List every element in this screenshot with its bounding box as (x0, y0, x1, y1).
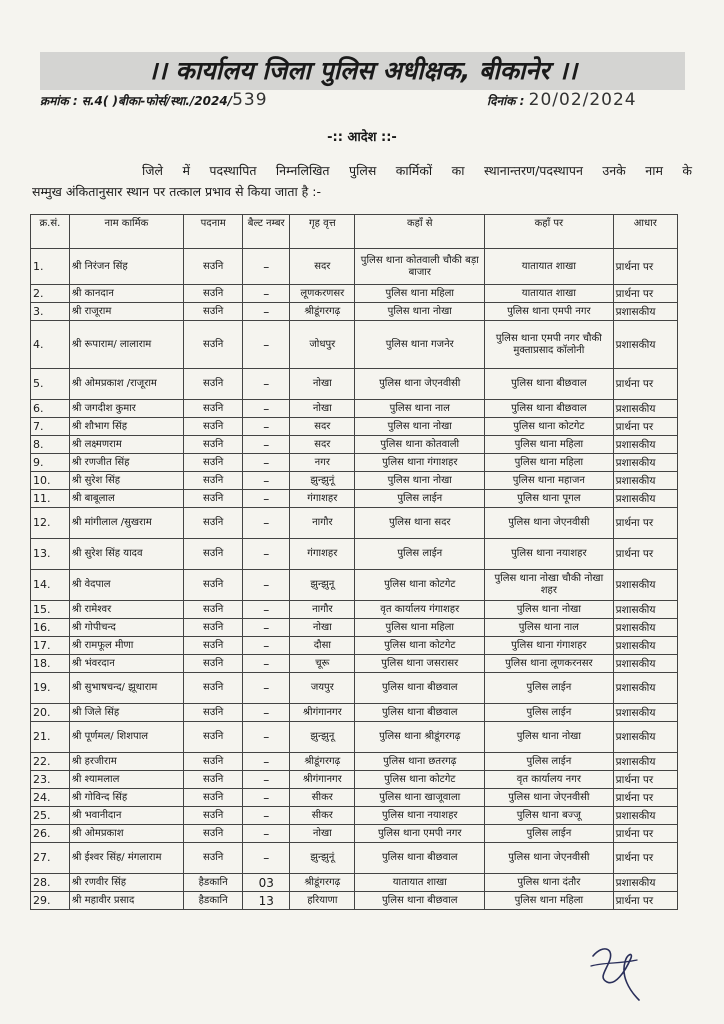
row-to: पुलिस थाना एमपी नगर (485, 303, 614, 321)
row-basis: प्रार्थना पर (613, 771, 677, 789)
intro-line-2: सम्मुख अंकितानुसार स्थान पर तत्काल प्रभाव से किया जाता है :- (32, 184, 322, 199)
header-home: गृह वृत्त (290, 215, 355, 249)
date-value: 20/02/2024 (528, 90, 637, 110)
row-basis: प्रार्थना पर (613, 789, 677, 807)
header-from: कहाँ से (355, 215, 485, 249)
row-home: झुन्झुनू (290, 570, 355, 601)
row-name: श्री रूपाराम/ लालाराम (69, 321, 183, 369)
row-from: पुलिस थाना कोटगेट (355, 771, 485, 789)
table-row (31, 418, 678, 436)
row-basis: प्रार्थना पर (613, 418, 677, 436)
row-to: पुलिस लाईन (485, 825, 614, 843)
row-serial: 26. (31, 825, 70, 843)
row-from: पुलिस थाना कोतवाली चौकी बड़ा बाजार (355, 249, 485, 285)
table-row (31, 789, 678, 807)
row-to: पुलिस थाना कोटगेट (485, 418, 614, 436)
row-serial: 27. (31, 843, 70, 874)
table-header-row (31, 215, 678, 249)
row-from: पुलिस थाना नयाशहर (355, 807, 485, 825)
row-belt: – (243, 454, 290, 472)
row-name: श्री ओमप्रकाश /राजूराम (69, 369, 183, 400)
row-home: नोखा (290, 400, 355, 418)
row-belt: – (243, 655, 290, 673)
row-home: नागौर (290, 508, 355, 539)
row-name: श्री गोविन्द सिंह (69, 789, 183, 807)
table-row (31, 673, 678, 704)
row-home: सदर (290, 436, 355, 454)
table-row (31, 825, 678, 843)
row-basis: प्रशासकीय (613, 303, 677, 321)
row-home: श्रीगंगानगर (290, 771, 355, 789)
header-serial: क्र.सं. (31, 215, 70, 249)
header-belt: बैल्ट नम्बर (243, 215, 290, 249)
header-to: कहाँ पर (485, 215, 614, 249)
row-from: पुलिस थाना नाल (355, 400, 485, 418)
row-post: सउनि (184, 843, 243, 874)
row-to: पुलिस थाना जेएनवीसी (485, 508, 614, 539)
row-home: नोखा (290, 619, 355, 637)
reference-label: क्रमांक : स.4( )बीका-फोर्स/स्था./2024/ (40, 94, 233, 108)
row-belt: – (243, 490, 290, 508)
row-serial: 17. (31, 637, 70, 655)
table-row (31, 637, 678, 655)
date-label: दिनांक : (487, 94, 525, 108)
row-post: सउनि (184, 454, 243, 472)
row-belt: – (243, 619, 290, 637)
row-basis: प्रार्थना पर (613, 285, 677, 303)
row-to: पुलिस थाना बीछवाल (485, 369, 614, 400)
row-name: श्री वेदपाल (69, 570, 183, 601)
row-post: सउनि (184, 753, 243, 771)
row-serial: 1. (31, 249, 70, 285)
row-to: पुलिस थाना महाजन (485, 472, 614, 490)
row-serial: 19. (31, 673, 70, 704)
row-home: श्रीगंगानगर (290, 704, 355, 722)
row-home: श्रीडूंगरगढ़ (290, 753, 355, 771)
row-serial: 20. (31, 704, 70, 722)
row-home: झुन्झुनूं (290, 472, 355, 490)
row-from: पुलिस थाना बीछवाल (355, 892, 485, 910)
row-home: श्रीडूंगरगढ़ (290, 874, 355, 892)
row-serial: 5. (31, 369, 70, 400)
row-to: पुलिस थाना पूगल (485, 490, 614, 508)
order-intro (32, 160, 692, 202)
row-serial: 25. (31, 807, 70, 825)
table-row (31, 249, 678, 285)
row-name: श्री रामफूल मीणा (69, 637, 183, 655)
table-row (31, 807, 678, 825)
row-name: श्री शौभाग सिंह (69, 418, 183, 436)
table-row (31, 539, 678, 570)
row-name: श्री रणवीर सिंह (69, 874, 183, 892)
row-to: पुलिस थाना जेएनवीसी (485, 843, 614, 874)
row-name: श्री गोपीचन्द (69, 619, 183, 637)
row-belt: – (243, 570, 290, 601)
row-name: श्री राजूराम (69, 303, 183, 321)
row-belt: – (243, 789, 290, 807)
row-to: यातायात शाखा (485, 249, 614, 285)
row-post: सउनि (184, 789, 243, 807)
signature (585, 942, 645, 1004)
row-basis: प्रशासकीय (613, 753, 677, 771)
row-to: पुलिस थाना महिला (485, 436, 614, 454)
row-basis: प्रशासकीय (613, 400, 677, 418)
row-to: पुलिस लाईन (485, 704, 614, 722)
row-from: पुलिस थाना सदर (355, 508, 485, 539)
row-belt: – (243, 285, 290, 303)
table-row (31, 771, 678, 789)
row-from: पुलिस थाना बीछवाल (355, 704, 485, 722)
row-basis: प्रार्थना पर (613, 369, 677, 400)
row-from: पुलिस थाना जेएनवीसी (355, 369, 485, 400)
row-home: झुन्झुनूं (290, 843, 355, 874)
row-to: पुलिस थाना बज्जू (485, 807, 614, 825)
row-from: पुलिस थाना नोखा (355, 418, 485, 436)
row-belt: 13 (243, 892, 290, 910)
row-name: श्री श्यामलाल (69, 771, 183, 789)
header-name: नाम कार्मिक (69, 215, 183, 249)
row-basis: प्रशासकीय (613, 619, 677, 637)
row-serial: 22. (31, 753, 70, 771)
row-serial: 11. (31, 490, 70, 508)
row-from: पुलिस थाना बीछवाल (355, 673, 485, 704)
row-belt: – (243, 321, 290, 369)
row-post: सउनि (184, 369, 243, 400)
reference-number (40, 90, 268, 110)
row-basis: प्रशासकीय (613, 601, 677, 619)
row-name: श्री निरंजन सिंह (69, 249, 183, 285)
row-to: पुलिस थाना महिला (485, 454, 614, 472)
row-serial: 13. (31, 539, 70, 570)
row-basis: प्रशासकीय (613, 321, 677, 369)
row-serial: 29. (31, 892, 70, 910)
table-row (31, 303, 678, 321)
row-home: चूरू (290, 655, 355, 673)
row-post: सउनि (184, 249, 243, 285)
row-from: पुलिस थाना नोखा (355, 472, 485, 490)
row-from: पुलिस लाईन (355, 539, 485, 570)
row-to: पुलिस थाना नोखा (485, 722, 614, 753)
table-row (31, 490, 678, 508)
row-serial: 3. (31, 303, 70, 321)
row-home: सीकर (290, 789, 355, 807)
row-to: पुलिस थाना नाल (485, 619, 614, 637)
table-row (31, 892, 678, 910)
row-name: श्री मांगीलाल /सुखराम (69, 508, 183, 539)
row-serial: 8. (31, 436, 70, 454)
row-name: श्री भवानीदान (69, 807, 183, 825)
row-to: पुलिस थाना एमपी नगर चौकी मुक्ताप्रसाद कॉलोनी (485, 321, 614, 369)
row-belt: – (243, 303, 290, 321)
row-post: सउनि (184, 619, 243, 637)
row-basis: प्रार्थना पर (613, 892, 677, 910)
row-name: श्री कानदान (69, 285, 183, 303)
row-name: श्री लक्ष्मणराम (69, 436, 183, 454)
row-belt: – (243, 418, 290, 436)
table-row (31, 472, 678, 490)
row-name: श्री सुभाषचन्द/ झूथाराम (69, 673, 183, 704)
row-serial: 14. (31, 570, 70, 601)
row-home: नोखा (290, 825, 355, 843)
row-serial: 6. (31, 400, 70, 418)
row-name: श्री हरजीराम (69, 753, 183, 771)
row-belt: – (243, 249, 290, 285)
row-to: पुलिस थाना लूणकरनसर (485, 655, 614, 673)
table-row (31, 722, 678, 753)
row-from: पुलिस थाना श्रीडूंगरगढ़ (355, 722, 485, 753)
row-basis: प्रशासकीय (613, 472, 677, 490)
table-row (31, 570, 678, 601)
row-post: सउनि (184, 303, 243, 321)
table-row (31, 508, 678, 539)
row-name: श्री भंवरदान (69, 655, 183, 673)
row-from: पुलिस थाना छतरगढ़ (355, 753, 485, 771)
row-basis: प्रशासकीय (613, 704, 677, 722)
row-home: झुन्झुनू (290, 722, 355, 753)
row-name: श्री जिले सिंह (69, 704, 183, 722)
row-basis: प्रशासकीय (613, 874, 677, 892)
row-basis: प्रशासकीय (613, 673, 677, 704)
row-name: श्री ओमप्रकाश (69, 825, 183, 843)
row-name: श्री रणजीत सिंह (69, 454, 183, 472)
table-row (31, 285, 678, 303)
row-name: श्री रामेश्वर (69, 601, 183, 619)
row-from: पुलिस थाना बीछवाल (355, 843, 485, 874)
table-row (31, 655, 678, 673)
table-row (31, 400, 678, 418)
row-from: पुलिस थाना गंगाशहर (355, 454, 485, 472)
row-post: सउनि (184, 436, 243, 454)
row-basis: प्रशासकीय (613, 570, 677, 601)
table-row (31, 704, 678, 722)
row-serial: 4. (31, 321, 70, 369)
row-to: वृत कार्यालय नगर (485, 771, 614, 789)
row-home: नागौर (290, 601, 355, 619)
row-belt: – (243, 436, 290, 454)
row-serial: 23. (31, 771, 70, 789)
row-basis: प्रशासकीय (613, 454, 677, 472)
row-basis: प्रशासकीय (613, 807, 677, 825)
row-serial: 16. (31, 619, 70, 637)
row-basis: प्रशासकीय (613, 655, 677, 673)
table-row (31, 619, 678, 637)
row-post: हैडकानि (184, 892, 243, 910)
row-serial: 24. (31, 789, 70, 807)
row-post: सउनि (184, 601, 243, 619)
row-from: पुलिस थाना नोखा (355, 303, 485, 321)
row-post: सउनि (184, 539, 243, 570)
row-belt: – (243, 508, 290, 539)
intro-line-1: जिले में पदस्थापित निम्नलिखित पुलिस कार्मिकों का स्थानान्तरण/पदस्थापन उनके नाम के (142, 163, 692, 178)
transfer-table (30, 214, 678, 910)
row-from: पुलिस थाना एमपी नगर (355, 825, 485, 843)
row-belt: – (243, 753, 290, 771)
table-row (31, 874, 678, 892)
row-home: नगर (290, 454, 355, 472)
table-row (31, 436, 678, 454)
row-from: यातायात शाखा (355, 874, 485, 892)
table-row (31, 843, 678, 874)
row-serial: 28. (31, 874, 70, 892)
row-to: पुलिस थाना नोखा चौकी नोखा शहर (485, 570, 614, 601)
row-name: श्री महावीर प्रसाद (69, 892, 183, 910)
row-post: सउनि (184, 321, 243, 369)
office-title: ।। कार्यालय जिला पुलिस अधीक्षक, बीकानेर ।। (147, 56, 578, 85)
row-home: जयपुर (290, 673, 355, 704)
row-to: पुलिस थाना गंगाशहर (485, 637, 614, 655)
row-belt: – (243, 673, 290, 704)
row-to: यातायात शाखा (485, 285, 614, 303)
row-to: पुलिस थाना महिला (485, 892, 614, 910)
row-from: पुलिस लाईन (355, 490, 485, 508)
row-post: सउनि (184, 285, 243, 303)
row-belt: – (243, 472, 290, 490)
row-post: सउनि (184, 771, 243, 789)
row-from: पुलिस थाना महिला (355, 285, 485, 303)
row-post: सउनि (184, 655, 243, 673)
row-post: सउनि (184, 825, 243, 843)
row-post: सउनि (184, 570, 243, 601)
row-belt: – (243, 807, 290, 825)
order-date (487, 90, 637, 110)
row-belt: – (243, 601, 290, 619)
row-home: सीकर (290, 807, 355, 825)
row-home: दौसा (290, 637, 355, 655)
row-post: सउनि (184, 418, 243, 436)
row-belt: – (243, 825, 290, 843)
row-name: श्री सुरेश सिंह यादव (69, 539, 183, 570)
row-serial: 7. (31, 418, 70, 436)
row-basis: प्रशासकीय (613, 490, 677, 508)
row-serial: 9. (31, 454, 70, 472)
row-home: सदर (290, 418, 355, 436)
row-home: जोधपुर (290, 321, 355, 369)
row-belt: – (243, 771, 290, 789)
row-basis: प्रार्थना पर (613, 508, 677, 539)
order-heading: -:: आदेश ::- (327, 130, 397, 145)
row-basis: प्रार्थना पर (613, 249, 677, 285)
row-from: वृत कार्यालय गंगाशहर (355, 601, 485, 619)
row-post: सउनि (184, 637, 243, 655)
row-to: पुलिस थाना नयाशहर (485, 539, 614, 570)
row-basis: प्रार्थना पर (613, 825, 677, 843)
row-post: सउनि (184, 490, 243, 508)
reference-handwritten-number: 539 (232, 90, 268, 110)
row-from: पुलिस थाना कोतवाली (355, 436, 485, 454)
row-belt: – (243, 843, 290, 874)
table-row (31, 601, 678, 619)
row-home: नोखा (290, 369, 355, 400)
row-home: श्रीडूंगरगढ़ (290, 303, 355, 321)
row-serial: 18. (31, 655, 70, 673)
row-to: पुलिस लाईन (485, 673, 614, 704)
row-home: गंगाशहर (290, 490, 355, 508)
row-home: लूणकरणसर (290, 285, 355, 303)
row-belt: – (243, 722, 290, 753)
row-basis: प्रार्थना पर (613, 843, 677, 874)
row-name: श्री ईश्वर सिंह/ मंगलाराम (69, 843, 183, 874)
table-row (31, 369, 678, 400)
row-post: सउनि (184, 508, 243, 539)
row-serial: 12. (31, 508, 70, 539)
row-basis: प्रशासकीय (613, 436, 677, 454)
row-serial: 10. (31, 472, 70, 490)
row-belt: – (243, 539, 290, 570)
row-belt: – (243, 369, 290, 400)
row-to: पुलिस थाना नोखा (485, 601, 614, 619)
row-basis: प्रशासकीय (613, 722, 677, 753)
table-row (31, 321, 678, 369)
row-basis: प्रार्थना पर (613, 539, 677, 570)
table-row (31, 454, 678, 472)
row-home: सदर (290, 249, 355, 285)
row-post: सउनि (184, 673, 243, 704)
row-name: श्री जगदीश कुमार (69, 400, 183, 418)
row-name: श्री सुरेश सिंह (69, 472, 183, 490)
row-name: श्री पूर्णमल/ शिशपाल (69, 722, 183, 753)
row-from: पुलिस थाना जसरासर (355, 655, 485, 673)
row-serial: 15. (31, 601, 70, 619)
row-name: श्री बाबूलाल (69, 490, 183, 508)
row-serial: 2. (31, 285, 70, 303)
row-belt: – (243, 637, 290, 655)
row-to: पुलिस थाना बीछवाल (485, 400, 614, 418)
row-belt: 03 (243, 874, 290, 892)
row-to: पुलिस थाना दंतौर (485, 874, 614, 892)
row-from: पुलिस थाना कोटगेट (355, 570, 485, 601)
row-from: पुलिस थाना कोटगेट (355, 637, 485, 655)
row-belt: – (243, 704, 290, 722)
row-post: सउनि (184, 400, 243, 418)
header-basis: आधार (613, 215, 677, 249)
row-from: पुलिस थाना खाजूवाला (355, 789, 485, 807)
row-from: पुलिस थाना महिला (355, 619, 485, 637)
table-row (31, 753, 678, 771)
row-post: सउनि (184, 807, 243, 825)
row-serial: 21. (31, 722, 70, 753)
row-to: पुलिस थाना जेएनवीसी (485, 789, 614, 807)
row-post: सउनि (184, 722, 243, 753)
row-basis: प्रशासकीय (613, 637, 677, 655)
row-home: गंगाशहर (290, 539, 355, 570)
row-post: हैडकानि (184, 874, 243, 892)
row-post: सउनि (184, 704, 243, 722)
row-to: पुलिस लाईन (485, 753, 614, 771)
row-post: सउनि (184, 472, 243, 490)
row-home: हरियाणा (290, 892, 355, 910)
header-post: पदनाम (184, 215, 243, 249)
row-from: पुलिस थाना गजनेर (355, 321, 485, 369)
row-belt: – (243, 400, 290, 418)
